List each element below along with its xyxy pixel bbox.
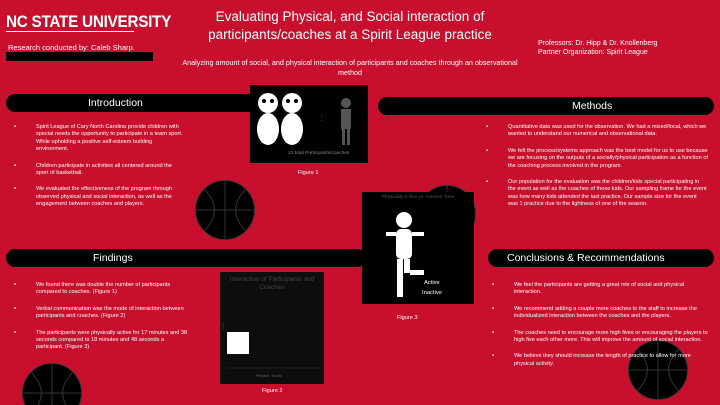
- figure-3-caption: Figure 3: [397, 315, 418, 321]
- list-item: ▪ Verbal communication was the mode of interaction between participants and coaches. (Figure 2): [14, 306, 189, 321]
- chart-legend: [256, 374, 282, 378]
- professors-text: Professors: Dr. Hipp & Dr. Knollenberg: [538, 40, 658, 47]
- list-item: ▪ We believe they should increase the length of practice to allow for more physical activity.: [492, 353, 710, 368]
- basketball-lines: [196, 181, 254, 239]
- figure-1-inner-caption: 21 total Participants/coaches: [288, 151, 350, 156]
- conclusions-heading: Conclusions & Recommendations: [507, 252, 665, 264]
- svg-text::: :: [320, 113, 324, 124]
- figure-2-caption: Figure 2: [262, 388, 283, 394]
- list-item: ▪ The coaches need to encourage more high fives or encouraging the players to high five each other more. This will improve the amount of social interaction.: [492, 330, 710, 345]
- list-item: ▪ We found there was double the number of participants compared to coaches. (Figure 1): [14, 282, 189, 297]
- findings-band: [6, 249, 366, 267]
- figure-3-image: [362, 192, 474, 304]
- poster-title: Evaluating Physical, and Social interaction of participants/coaches at a Spirit League practice: [208, 9, 492, 42]
- introduction-list: [14, 124, 184, 218]
- findings-list: [14, 282, 189, 361]
- logo-underline: [6, 31, 134, 32]
- methods-heading: Methods: [572, 100, 613, 112]
- list-item: ▪ Quantitative data was used for the observation. We had a mixed/focal, which we wanted to understand our numerical and observational data.: [486, 124, 708, 139]
- byline-bar: [6, 52, 153, 61]
- list-item: ▪ We felt the process/systems approach was the best model for us to use because we are focusing on the outputs of a socially/physical participation as a function of the coaching process involved in the program.: [486, 148, 708, 170]
- findings-heading: Findings: [93, 252, 133, 264]
- figure-3-title: Physically Active vs. Inactive Time: [381, 195, 455, 200]
- figure-3-person: [382, 210, 432, 300]
- list-item: ▪ We evaluated the effectiveness of the program through observed physical and social interaction, as well as the engagement between coaches and players.: [14, 186, 184, 208]
- university-logo: NC STATE UNIVERSITY: [6, 12, 172, 31]
- methods-band: [378, 97, 714, 115]
- list-item: ▪ We recommend adding a couple more coaches to the staff to increase the individualized interaction between the coaches and the players.: [492, 306, 710, 321]
- figure-1-caption: Figure 1: [298, 170, 319, 176]
- basketball-image: [195, 180, 255, 240]
- figure-3-active-label: Active: [424, 280, 440, 286]
- introduction-heading: Introduction: [88, 97, 143, 109]
- list-item: ▪ We feel the participants are getting a great mix of social and physical interaction.: [492, 282, 710, 297]
- chart-title: Interaction of Participants and Coaches: [229, 276, 315, 291]
- list-item: ▪ Children participate in activities all centered around the sport of basketball.: [14, 163, 184, 178]
- figure-1-image: [250, 85, 368, 163]
- figure-2-chart: [220, 272, 324, 384]
- basketball-lines: [23, 364, 81, 405]
- chart-plot-area: [220, 272, 324, 384]
- partner-text: Partner Organization: Spirit League: [538, 49, 648, 56]
- basketball-image: [22, 363, 82, 405]
- list-item: ▪ The participants were physically active for 17 minutes and 38 seconds compared to 18 minutes and 48 seconds a participant. (Figure 3): [14, 330, 189, 352]
- methods-list: [486, 124, 708, 218]
- legend-entry: Physical: [256, 374, 270, 378]
- chart-bar: [227, 332, 249, 354]
- conclusions-list: [492, 282, 710, 377]
- author-byline: Research conducted by: Caleb Sharp.: [8, 43, 135, 52]
- legend-entry: Social: [271, 374, 282, 378]
- poster-subtitle: Analyzing amount of social, and physical interaction of participants and coaches through an observational method: [182, 58, 518, 77]
- list-item: ▪ Spirit League of Cary North Carolina provide children with special needs the opportunity to participate in a team sport. While upholding a positive self-esteem building environment.: [14, 124, 184, 154]
- professors-block: [538, 39, 718, 57]
- figure-3-inactive-label: Inactive: [422, 290, 442, 296]
- list-item: ▪ Our population for the evaluation was the children/kids special participating in the event as well as the coaches of those kids. Our sampling frame for the event was how many kids attended the last practice. Our sample size for the event was 1 practice due to the lightness of one of the season.: [486, 179, 708, 209]
